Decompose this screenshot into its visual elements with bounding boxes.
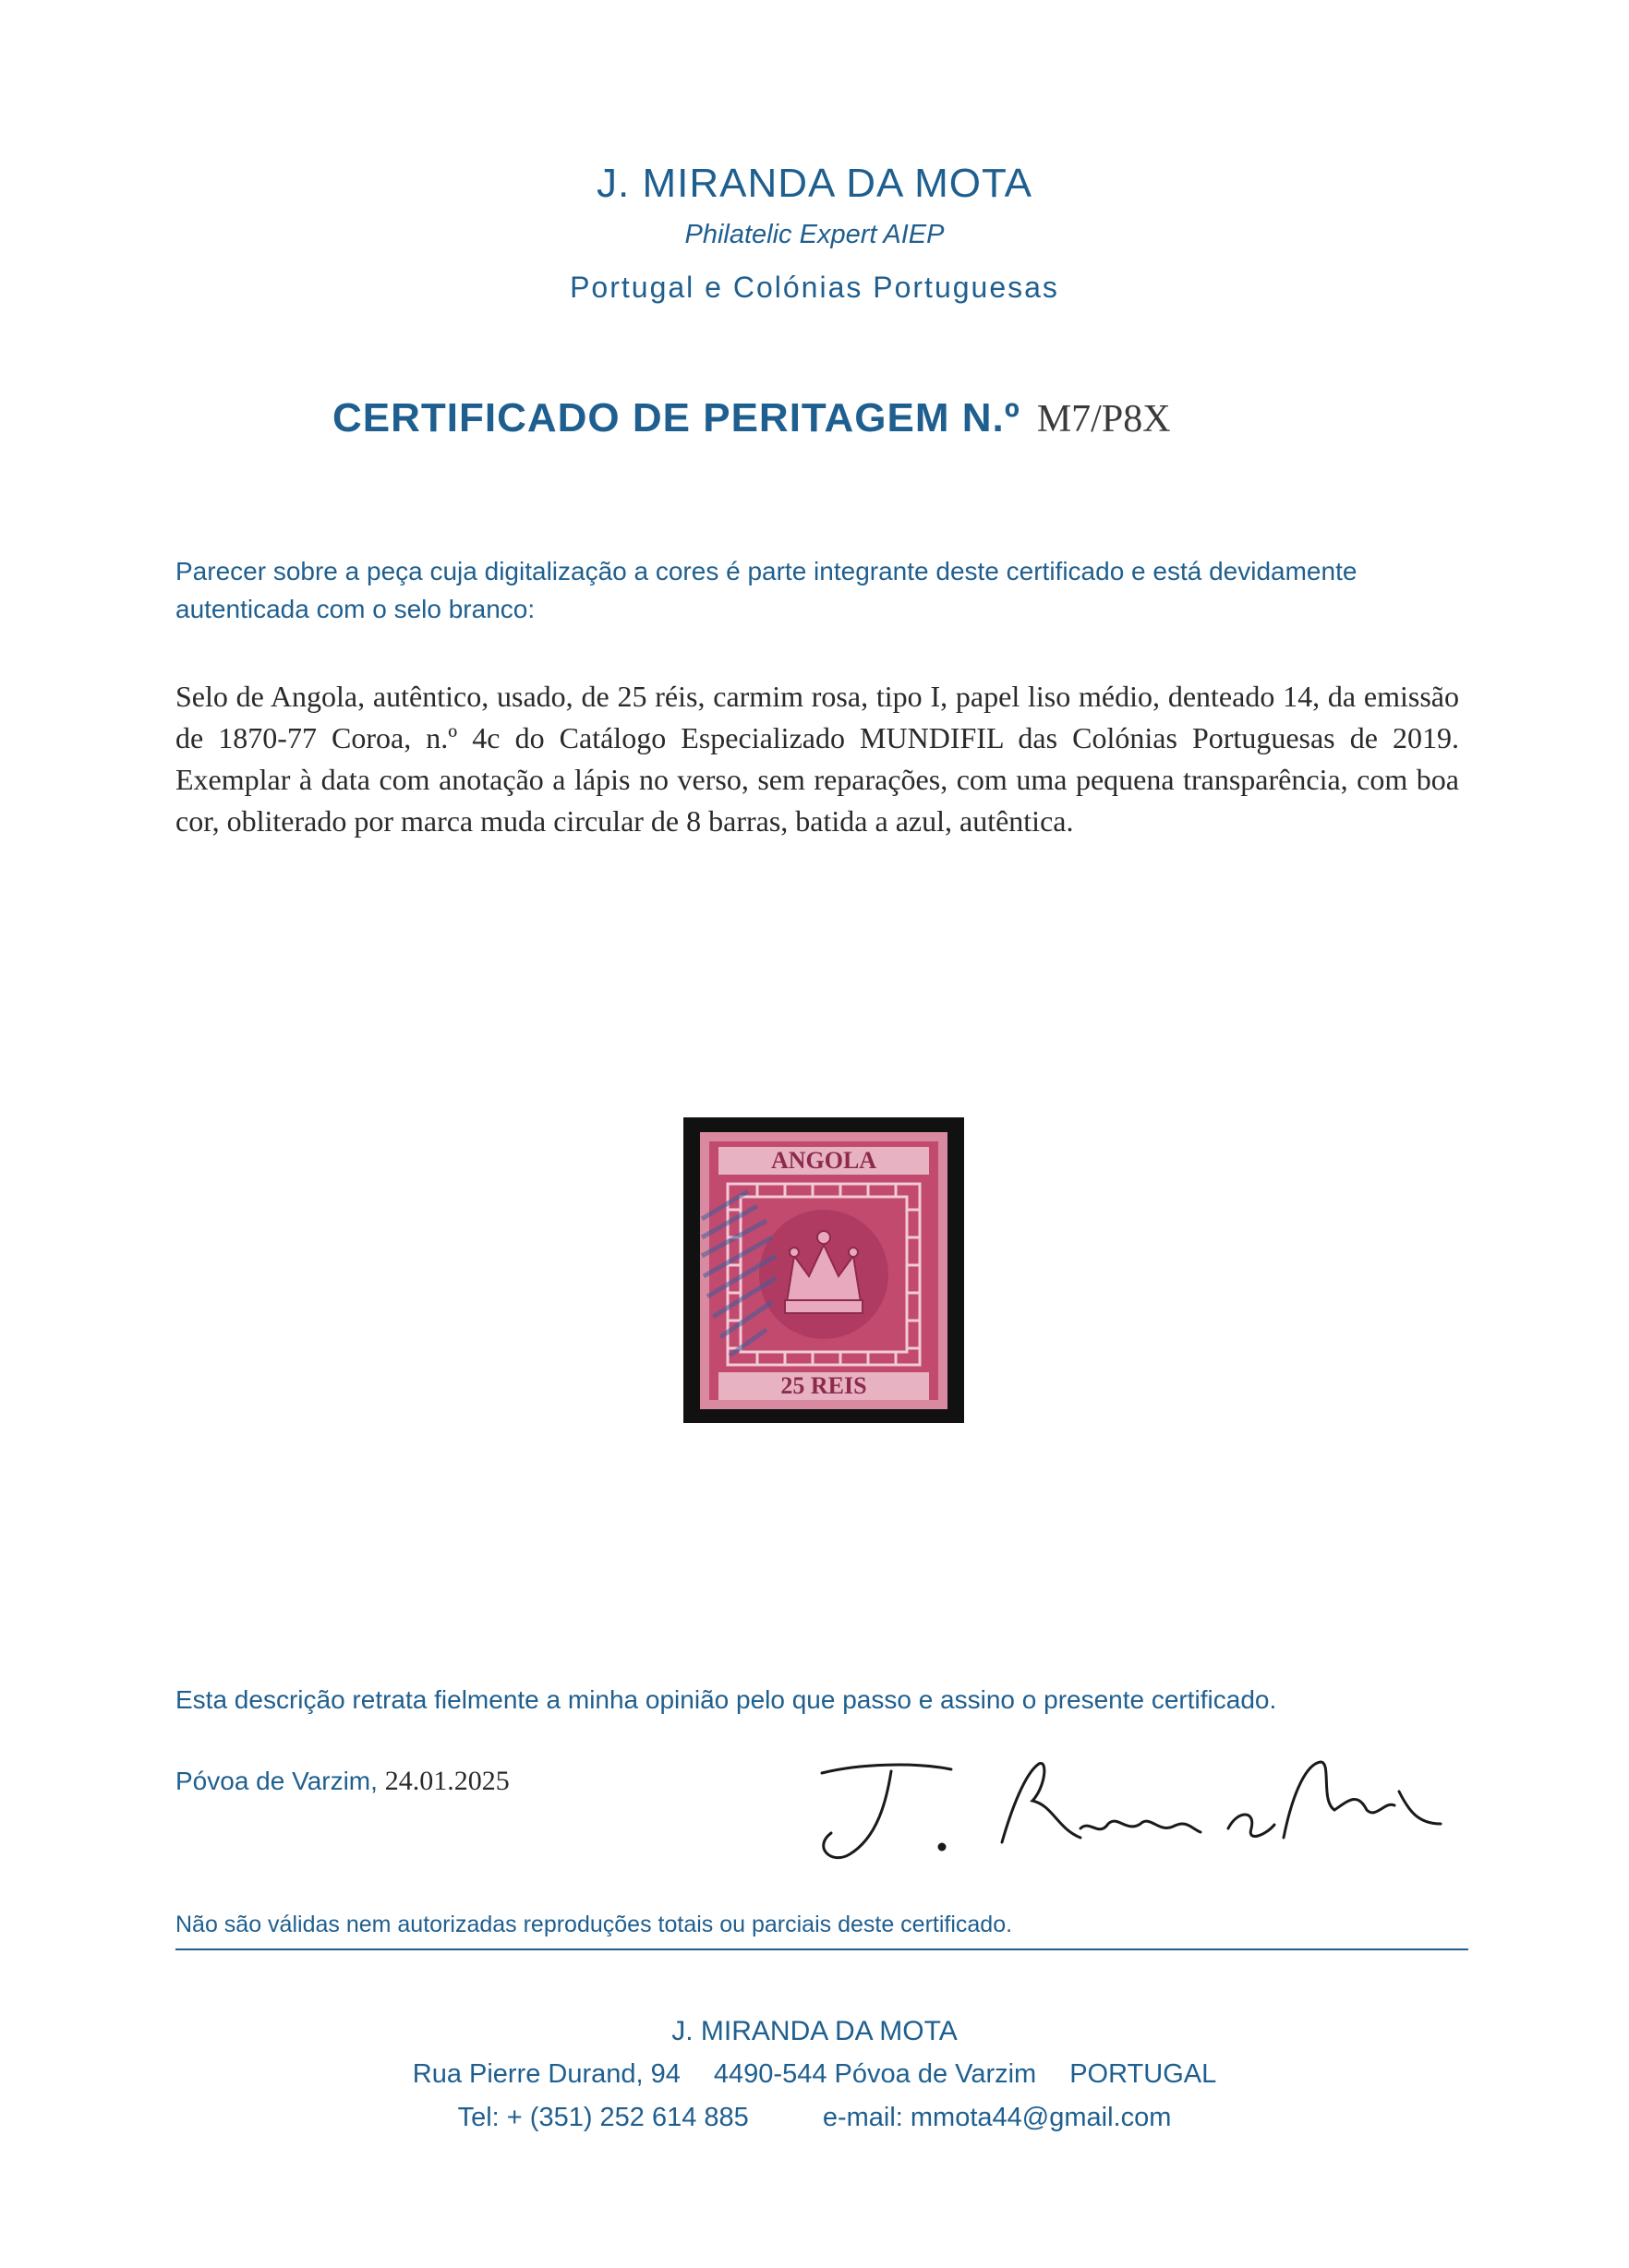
certificate-number: M7/P8X: [1036, 398, 1171, 440]
stamp-bottom-text: 25 REIS: [780, 1372, 867, 1399]
reproduction-disclaimer: Não são válidas nem autorizadas reproduções totais ou parciais deste certificado.: [175, 1912, 1013, 1937]
expert-subtitle: Philatelic Expert AIEP: [684, 220, 945, 249]
footer-address: [0, 2059, 1629, 2090]
footer-street: Rua Pierre Durand, 94: [412, 2059, 681, 2089]
certificate-heading: [332, 395, 1171, 441]
certificate-title: CERTIFICADO DE PERITAGEM N.º: [332, 395, 1020, 440]
closing-statement: Esta descrição retrata fielmente a minha opinião pelo que passo e assino o presente certificado.: [175, 1685, 1277, 1714]
place-and-date: [175, 1766, 510, 1797]
divider: [175, 1948, 1468, 1950]
footer-postal: 4490-544 Póvoa de Varzim: [713, 2059, 1037, 2089]
expert-region: Portugal e Colónias Portuguesas: [570, 271, 1059, 304]
intro-paragraph: Parecer sobre a peça cuja digitalização a cores é parte integrante deste certificado e está devidamente autenticada com o selo branco:: [175, 557, 1358, 623]
stamp-image: [683, 1117, 964, 1423]
stamp-top-text: ANGOLA: [770, 1147, 877, 1174]
footer-country: PORTUGAL: [1069, 2059, 1217, 2089]
place: Póvoa de Varzim,: [175, 1767, 378, 1795]
handwritten-signature: [803, 1736, 1450, 1875]
footer-phone: Tel: + (351) 252 614 885: [457, 2103, 749, 2132]
expert-name: J. MIRANDA DA MOTA: [597, 161, 1032, 206]
footer-name: J. MIRANDA DA MOTA: [671, 2016, 958, 2046]
footer-contact: [0, 2103, 1629, 2133]
date: 24.01.2025: [384, 1766, 510, 1796]
footer-email[interactable]: e-mail: mmota44@gmail.com: [822, 2103, 1172, 2132]
stamp-description: Selo de Angola, autêntico, usado, de 25 réis, carmim rosa, tipo I, papel liso médio, denteado 14, da emissão de 1870-77 Coroa, n.º 4c do Catálogo Especializado MUNDIFIL das Colónias Portuguesas de 2019. Exemplar à data com anotação a lápis no verso, sem reparações, com uma pequena transparência, com boa cor, obliterado por marca muda circular de 8 barras, batida a azul, autêntica.: [175, 680, 1459, 838]
